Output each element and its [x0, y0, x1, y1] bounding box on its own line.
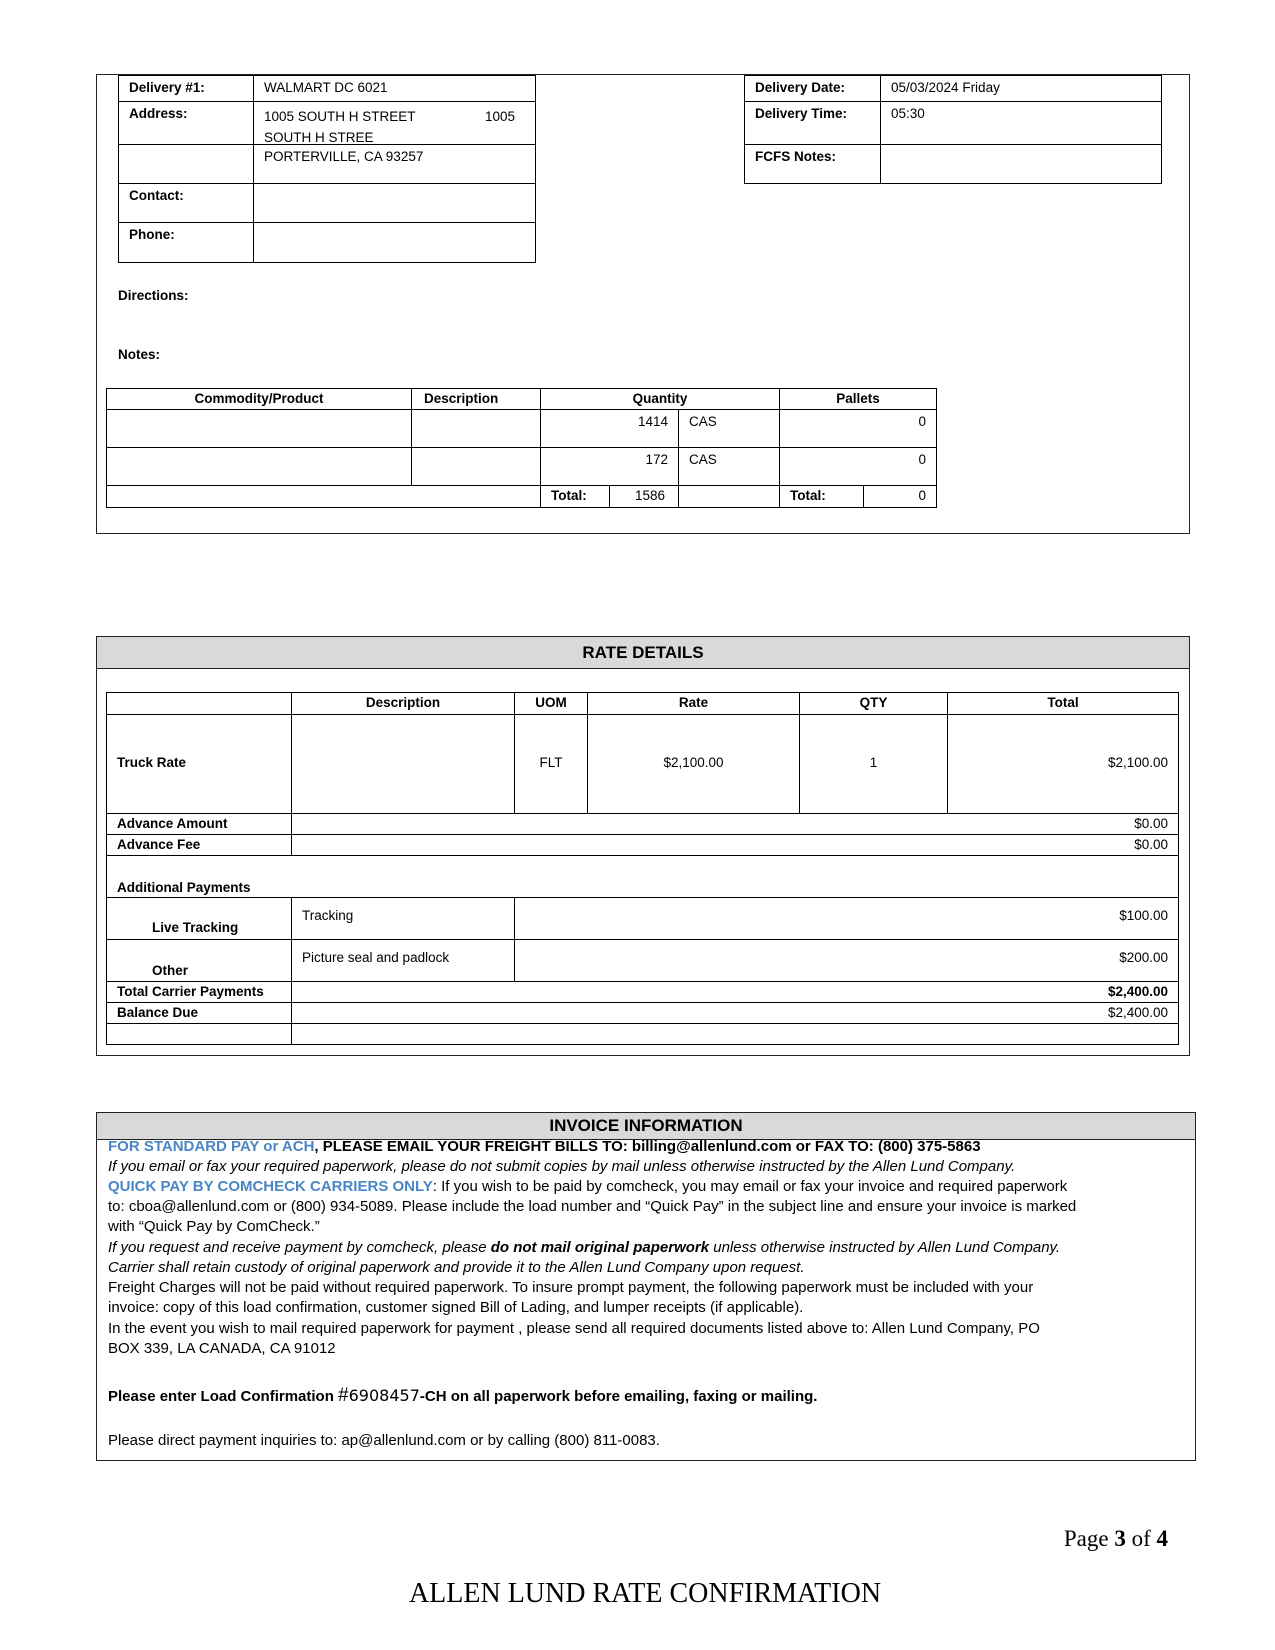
invoice-line-standard-pay	[108, 1137, 981, 1157]
delivery-date-label: Delivery Date:	[744, 75, 881, 102]
invoice-line-2: If you email or fax your required paperwork, please do not submit copies by mail unless otherwise instructed by the Allen Lund Company.	[108, 1158, 1016, 1175]
invoice-line-10: In the event you wish to mail required paperwork for payment , please send all required documents listed above to: Allen Lund Company, PO	[108, 1320, 1040, 1337]
rate-blank-label	[106, 1023, 292, 1045]
advance-amount-label: Advance Amount	[106, 813, 292, 835]
commodity-total-label: Total:	[540, 485, 610, 508]
truck-rate-description	[291, 714, 515, 814]
commodity-header-description: Description	[411, 388, 541, 410]
commodity-row1-uom: CAS	[678, 409, 780, 448]
address-line1: 1005 SOUTH H STREET	[264, 109, 416, 124]
delivery-time-label: Delivery Time:	[744, 101, 881, 145]
truck-rate-qty: 1	[799, 714, 948, 814]
invoice-line-8: Freight Charges will not be paid without required paperwork. To insure prompt payment, the following paperwork must be included with your	[108, 1279, 1034, 1296]
page-prefix: Page	[1063, 1526, 1115, 1551]
directions-label: Directions:	[118, 288, 189, 303]
truck-rate-uom: FLT	[514, 714, 588, 814]
balance-due: $2,400.00	[291, 1002, 1179, 1024]
load-confirmation-suffix: -CH on all paperwork before emailing, faxing or mailing.	[419, 1388, 818, 1405]
quick-pay-heading: QUICK PAY BY COMCHECK CARRIERS ONLY	[108, 1178, 433, 1195]
commodity-row2-pallets: 0	[779, 447, 937, 486]
commodity-total-qty: 1586	[609, 485, 679, 508]
additional-payments-label: Additional Payments	[106, 855, 1179, 898]
document-title: ALLEN LUND RATE CONFIRMATION	[408, 1578, 882, 1609]
delivery-date: 05/03/2024 Friday	[880, 75, 1162, 102]
city-state-zip: PORTERVILLE, CA 93257	[253, 144, 536, 184]
page-number	[1064, 1526, 1168, 1552]
commodity-header-pallets: Pallets	[779, 388, 937, 410]
commodity-row2-product	[106, 447, 412, 486]
invoice-line-9: invoice: copy of this load confirmation, customer signed Bill of Lading, and lumper receipts (if applicable).	[108, 1299, 804, 1316]
standard-pay-heading: FOR STANDARD PAY or ACH	[108, 1138, 315, 1155]
address-blank-label	[118, 144, 254, 184]
truck-rate-rate: $2,100.00	[587, 714, 800, 814]
address-line2: SOUTH H STREE	[264, 130, 374, 145]
invoice-line-7: Carrier shall retain custody of original paperwork and provide it to the Allen Lund Company upon request.	[108, 1259, 805, 1276]
load-confirmation-hash: #	[338, 1385, 349, 1406]
other-description: Picture seal and padlock	[291, 939, 515, 982]
fcfs-notes-label: FCFS Notes:	[744, 144, 881, 184]
invoice-line-6	[108, 1238, 1060, 1258]
rate-header-uom: UOM	[514, 692, 588, 715]
other-amount: $200.00	[514, 939, 1179, 982]
invoice-information-title: INVOICE INFORMATION	[96, 1112, 1196, 1140]
page-of: of	[1125, 1526, 1157, 1551]
page-total: 4	[1156, 1526, 1168, 1551]
commodity-row2-description	[411, 447, 541, 486]
load-confirmation-number: 6908457	[348, 1386, 420, 1405]
notes-label: Notes:	[118, 347, 161, 362]
rate-header-description: Description	[291, 692, 515, 715]
load-confirmation-prefix: Please enter Load Confirmation	[108, 1388, 339, 1405]
invoice-line-quick-pay	[108, 1177, 1067, 1197]
commodity-header-quantity: Quantity	[540, 388, 780, 410]
pallets-total-label: Total:	[779, 485, 864, 508]
live-tracking-description: Tracking	[291, 897, 515, 940]
commodity-row1-pallets: 0	[779, 409, 937, 448]
commodity-row2-uom: CAS	[678, 447, 780, 486]
commodity-row1-product	[106, 409, 412, 448]
total-carrier-payments: $2,400.00	[291, 981, 1179, 1003]
delivery-name: WALMART DC 6021	[253, 75, 536, 102]
contact-label: Contact:	[118, 183, 254, 223]
rate-details-title: RATE DETAILS	[96, 636, 1190, 669]
load-confirmation-note	[108, 1386, 817, 1407]
pallets-total: 0	[863, 485, 937, 508]
rate-header-rate: Rate	[587, 692, 800, 715]
fcfs-notes	[880, 144, 1162, 184]
comcheck-note-emphasis: do not mail original paperwork	[490, 1239, 710, 1256]
phone-label: Phone:	[118, 222, 254, 263]
truck-rate-label: Truck Rate	[106, 714, 292, 814]
page-current: 3	[1114, 1526, 1126, 1551]
invoice-line-5: with “Quick Pay by ComCheck.”	[108, 1218, 320, 1235]
advance-amount: $0.00	[291, 813, 1179, 835]
commodity-row1-qty: 1414	[540, 409, 679, 448]
contact-value	[253, 183, 536, 223]
quick-pay-instructions: : If you wish to be paid by comcheck, you may email or fax your invoice and required paperwork	[432, 1178, 1068, 1195]
address-number: 1005	[484, 109, 515, 124]
other-label: Other	[106, 939, 292, 982]
rate-blank-value	[291, 1023, 1179, 1045]
truck-rate-total: $2,100.00	[947, 714, 1179, 814]
comcheck-note-end: unless otherwise instructed by Allen Lund Company.	[709, 1239, 1061, 1256]
invoice-line-4: to: cboa@allenlund.com or (800) 934-5089. Please include the load number and “Quick Pay” in the subject line and ensure your invoice is marked	[108, 1198, 1077, 1215]
live-tracking-label: Live Tracking	[106, 897, 292, 940]
comcheck-note-start: If you request and receive payment by comcheck, please	[108, 1239, 491, 1256]
advance-fee-label: Advance Fee	[106, 834, 292, 856]
payment-inquiries-line: Please direct payment inquiries to: ap@allenlund.com or by calling (800) 811-0083.	[108, 1432, 660, 1449]
standard-pay-instructions: , PLEASE EMAIL YOUR FREIGHT BILLS TO: billing@allenlund.com or FAX TO: (800) 375-5863	[314, 1138, 981, 1155]
balance-due-label: Balance Due	[106, 1002, 292, 1024]
rate-header-total: Total	[947, 692, 1179, 715]
commodity-row2-qty: 172	[540, 447, 679, 486]
address-label: Address:	[118, 101, 254, 145]
address-block	[253, 101, 536, 145]
phone-value	[253, 222, 536, 263]
total-carrier-payments-label: Total Carrier Payments	[106, 981, 292, 1003]
live-tracking-amount: $100.00	[514, 897, 1179, 940]
rate-header-qty: QTY	[799, 692, 948, 715]
commodity-total-blank	[106, 485, 541, 508]
commodity-row1-description	[411, 409, 541, 448]
commodity-total-blank2	[678, 485, 780, 508]
delivery-time: 05:30	[880, 101, 1162, 145]
advance-fee: $0.00	[291, 834, 1179, 856]
delivery-label: Delivery #1:	[118, 75, 254, 102]
rate-header-blank	[106, 692, 292, 715]
commodity-header-product: Commodity/Product	[106, 388, 412, 410]
invoice-line-11: BOX 339, LA CANADA, CA 91012	[108, 1340, 336, 1357]
